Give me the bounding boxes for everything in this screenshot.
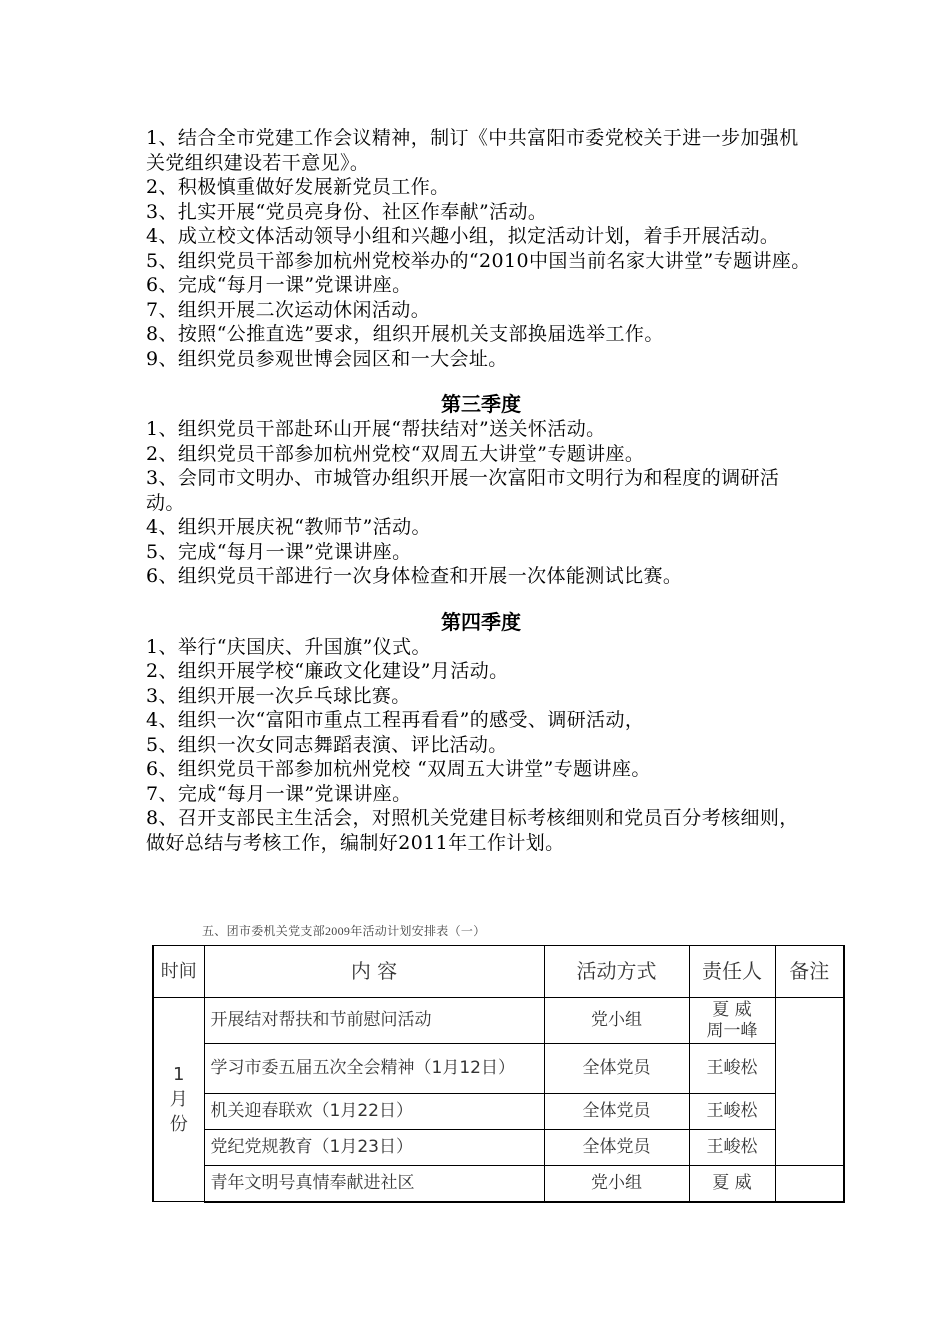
list-item: 8、召开支部民主生活会，对照机关党建目标考核细则和党员百分考核细则，做好总结与考核工作，编制好2011年工作计划。 — [146, 807, 799, 854]
table-row — [153, 1166, 844, 1202]
month-label: 1月份 — [169, 1064, 188, 1135]
list-item: 6、完成“每月一课”党课讲座。 — [146, 274, 412, 296]
list-item: 7、组织开展二次运动休闲活动。 — [146, 298, 431, 321]
row-method: 全体党员 — [544, 1130, 689, 1166]
list-item: 2、组织党员干部参加杭州党校“双周五大讲堂”专题讲座。 — [146, 442, 645, 465]
header-content: 内 容 — [204, 946, 544, 998]
document-body — [146, 126, 816, 855]
list-item: 3、组织开展一次乒乓球比赛。 — [146, 684, 411, 707]
row-remarks — [775, 998, 844, 1166]
list-item: 9、组织党员参观世博会园区和一大会址。 — [146, 347, 508, 370]
table-row — [153, 1044, 844, 1094]
month-cell — [153, 998, 204, 1202]
list-item: 4、组织开展庆祝“教师节”活动。 — [146, 516, 431, 538]
header-remarks: 备注 — [775, 946, 844, 998]
activity-plan-table — [152, 945, 845, 1203]
row-content: 青年文明号真情奉献进社区 — [204, 1166, 544, 1202]
row-responsible: 夏 威 — [689, 1166, 775, 1202]
list-item: 4、组织一次“富阳市重点工程再看看”的感受、调研活动， — [146, 709, 645, 731]
header-method: 活动方式 — [544, 946, 689, 998]
list-item: 6、组织党员干部进行一次身体检查和开展一次体能测试比赛。 — [146, 565, 683, 587]
list-item: 6、组织党员干部参加杭州党校 “双周五大讲堂”专题讲座。 — [146, 758, 651, 780]
table-row — [153, 1130, 844, 1166]
list-item: 5、组织一次女同志舞蹈表演、评比活动。 — [146, 733, 508, 756]
row-method: 党小组 — [544, 1166, 689, 1202]
row-remarks — [775, 1166, 844, 1202]
table-header-row — [153, 946, 844, 998]
row-method: 党小组 — [544, 998, 689, 1044]
section-q4-list — [146, 635, 816, 856]
header-time: 时间 — [153, 946, 204, 998]
row-content: 机关迎春联欢（1月22日） — [204, 1094, 544, 1130]
list-item: 1、结合全市党建工作会议精神，制订《中共富阳市委党校关于进一步加强机关党组织建设若干意见》。 — [146, 127, 799, 174]
list-item: 1、组织党员干部赴环山开展“帮扶结对”送关怀活动。 — [146, 418, 606, 440]
header-responsible: 责任人 — [689, 946, 775, 998]
row-responsible: 王峻松 — [689, 1044, 775, 1094]
row-method: 全体党员 — [544, 1044, 689, 1094]
section-heading-q4: 第四季度 — [441, 609, 521, 634]
table-caption: 五、团市委机关党支部2009年活动计划安排表（一） — [202, 924, 486, 938]
list-item: 2、积极慎重做好发展新党员工作。 — [146, 176, 450, 198]
row-method: 全体党员 — [544, 1094, 689, 1130]
row-content: 开展结对帮扶和节前慰问活动 — [204, 998, 544, 1044]
row-responsible: 王峻松 — [689, 1094, 775, 1130]
list-item: 2、组织开展学校“廉政文化建设”月活动。 — [146, 660, 509, 682]
list-item: 5、完成“每月一课”党课讲座。 — [146, 540, 412, 563]
list-item: 7、完成“每月一课”党课讲座。 — [146, 782, 412, 805]
row-content: 学习市委五届五次全会精神（1月12日） — [204, 1044, 544, 1094]
list-item: 5、组织党员干部参加杭州党校举办的“2010中国当前名家大讲堂”专题讲座。 — [146, 249, 811, 272]
list-item: 4、成立校文体活动领导小组和兴趣小组，拟定活动计划，着手开展活动。 — [146, 225, 780, 247]
section-q2-list — [146, 126, 816, 371]
table-row — [153, 1094, 844, 1130]
section-heading-q3: 第三季度 — [441, 392, 521, 416]
list-item: 8、按照“公推直选”要求，组织开展机关支部换届选举工作。 — [146, 323, 664, 345]
section-q3-list — [146, 417, 816, 589]
row-content: 党纪党规教育（1月23日） — [204, 1130, 544, 1166]
table-row — [153, 998, 844, 1044]
list-item: 3、会同市文明办、市城管办组织开展一次富阳市文明行为和程度的调研活动。 — [146, 467, 780, 514]
row-responsible: 夏 威 周一峰 — [689, 998, 775, 1044]
list-item: 1、举行“庆国庆、升国旗”仪式。 — [146, 635, 431, 658]
list-item: 3、扎实开展“党员亮身份、社区作奉献”活动。 — [146, 200, 548, 223]
row-responsible: 王峻松 — [689, 1130, 775, 1166]
